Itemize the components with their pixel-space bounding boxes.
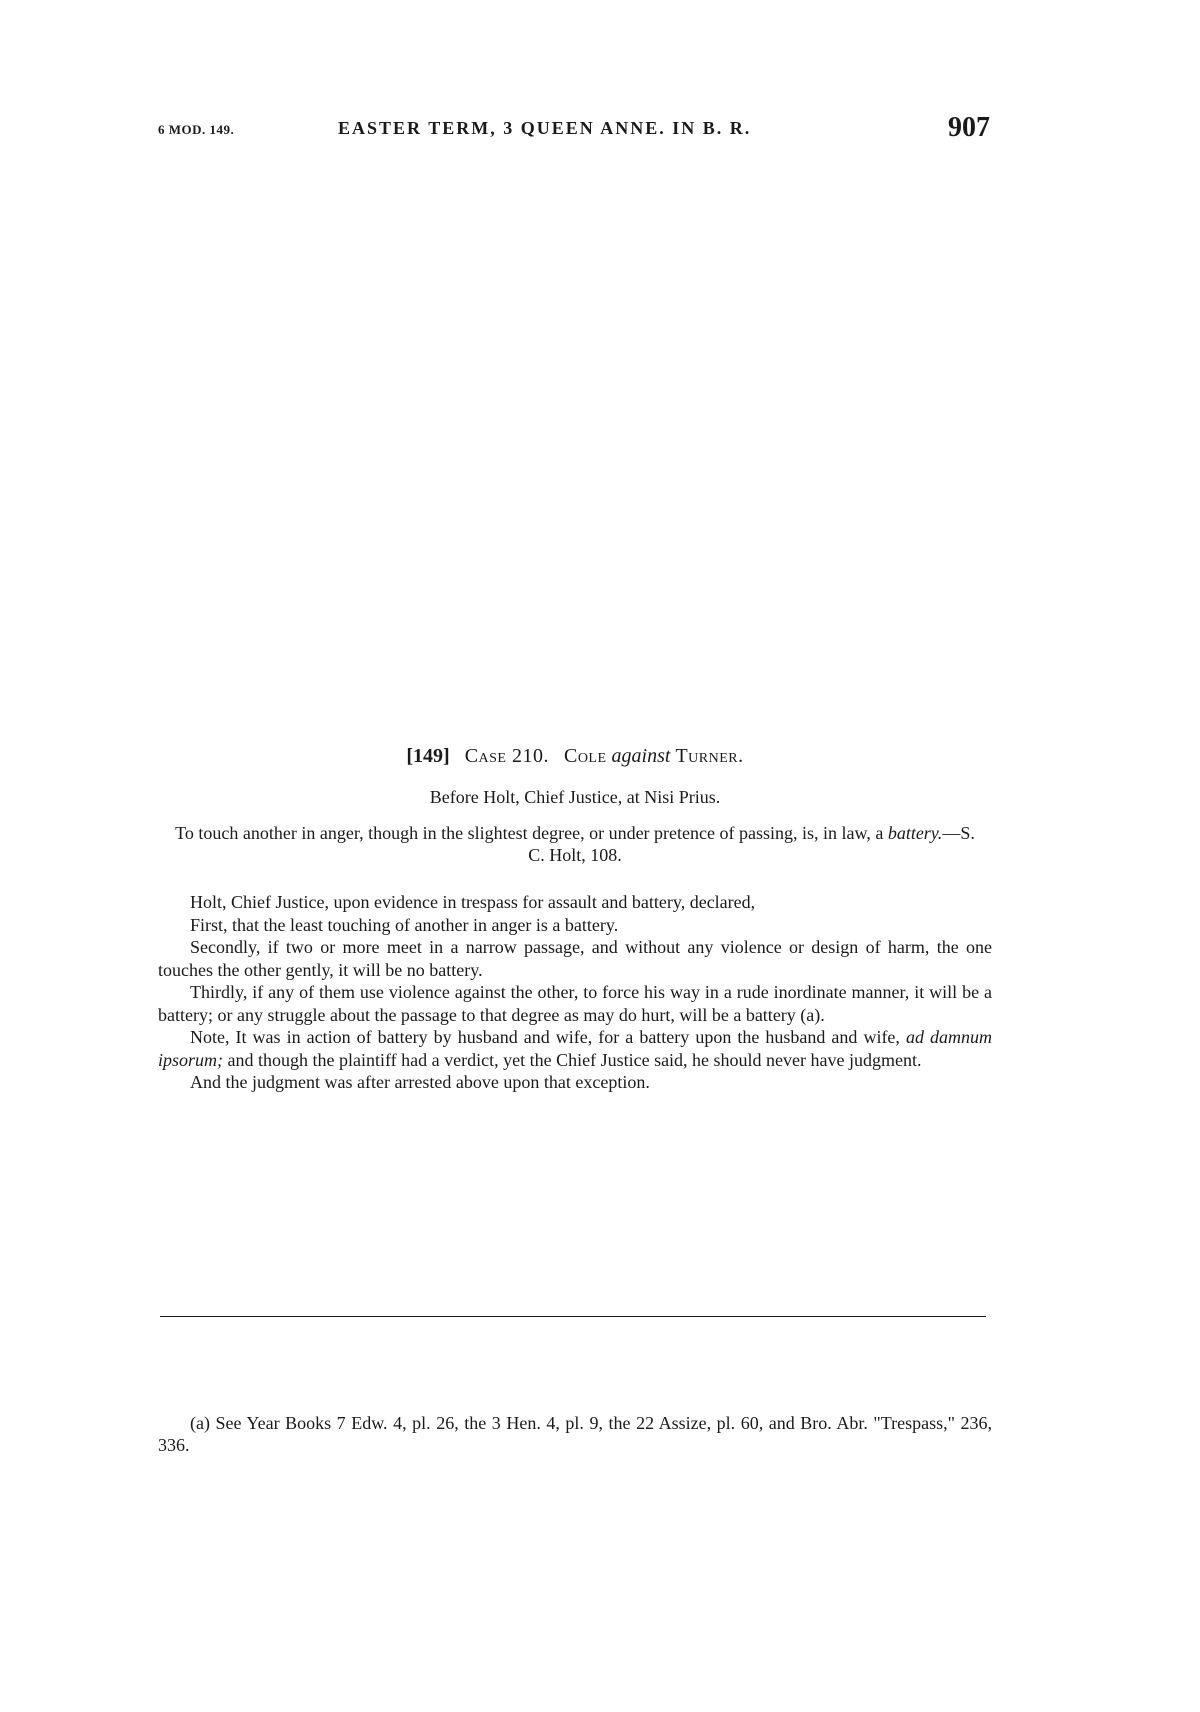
footnote [158, 1412, 992, 1456]
paragraph-judgment: And the judgment was after arrested above upon that exception. [190, 1072, 650, 1092]
paragraph-first: First, that the least touching of another in anger is a battery. [190, 914, 619, 935]
party-one: Cole [563, 745, 607, 767]
note-text-start: Note, It was in action of battery by husband and wife, for a battery upon the husband and wife, [190, 1027, 906, 1047]
report-reference: 6 MOD. 149. [158, 122, 235, 137]
running-head-title: EASTER TERM, 3 QUEEN ANNE. IN B. R. [338, 118, 752, 138]
case-label: Case 210. [464, 745, 549, 767]
footnote-rule [160, 1316, 986, 1317]
paragraph-note [158, 1026, 992, 1071]
headnote-citation: —S. C. Holt, 108. [528, 823, 975, 865]
note-text-end: and though the plaintiff had a verdict, yet the Chief Justice said, he should never have judgment. [223, 1049, 922, 1070]
paragraph-second: Secondly, if two or more meet in a narrow passage, and without any violence or design of harm, the one touches the other gently, it will be no battery. [158, 937, 992, 980]
paragraph-third: Thirdly, if any of them use violence against the other, to force his way in a rude inordinate manner, it will be a battery; or any struggle about the passage to that degree as may do hurt, will be a battery (a). [158, 982, 992, 1025]
versus-word: against [611, 745, 671, 767]
note-latin-phrase: ad damnum ipsorum; [158, 1027, 993, 1070]
running-head [158, 114, 992, 146]
page-marker: [149] [406, 745, 450, 767]
case-header [158, 742, 992, 866]
opinion-body [158, 891, 992, 1094]
case-title [158, 742, 992, 770]
headnote-term: battery. [887, 823, 943, 843]
page-number: 907 [948, 112, 990, 143]
party-two: Turner. [675, 745, 744, 767]
footnote-text: (a) See Year Books 7 Edw. 4, pl. 26, the 3 Hen. 4, pl. 9, the 22 Assize, pl. 60, and Bro. Abr. "Trespass," 236, 336. [158, 1413, 992, 1455]
court-line: Before Holt, Chief Justice, at Nisi Prius. [429, 787, 721, 807]
headnote [158, 822, 992, 866]
headnote-text: To touch another in anger, though in the slightest degree, or under pretence of passing, is, in law, a [175, 823, 888, 843]
paragraph-declaration: Holt, Chief Justice, upon evidence in trespass for assault and battery, declared, [190, 892, 756, 912]
